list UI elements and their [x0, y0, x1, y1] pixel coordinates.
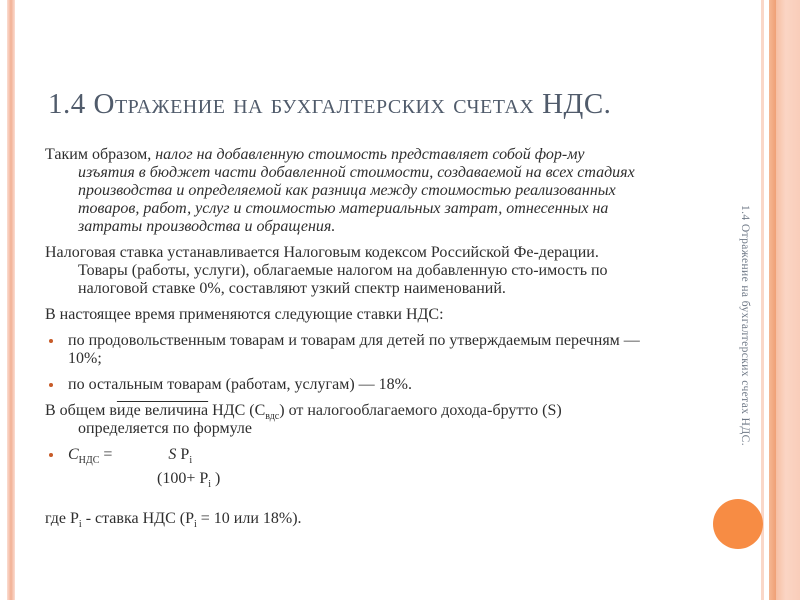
- text-segment: НДС (С: [208, 402, 266, 419]
- subscript-text: вдс: [265, 411, 280, 423]
- formula-denominator-line: [45, 470, 643, 491]
- paragraph-vat-definition: [45, 146, 643, 236]
- text-segment: В настоящее время применяются следующие ставки НДС:: [45, 306, 444, 323]
- text-segment: по остальным товарам (работам, услугам) — 18%.: [68, 376, 412, 393]
- right-accent-stripe-dark: [769, 0, 776, 600]
- subscript-text: НДС: [78, 455, 100, 467]
- slide-title: 1.4 Отражение на бухгалтерских счетах НДС.: [48, 88, 612, 120]
- text-segment: по продовольственным товарам и товарам для детей по утверждаемым перечням — 10%;: [68, 332, 640, 367]
- text-segment: налог на добавленную стоимость представляет собой фор-му изъятия в бюджет части добавленной стоимости, создаваемой на всех стадиях производства и определяемой как разница между стоимостью реализованных товаров, работ, услуг и стоимостью материальных затрат, отнесенных на затраты производства и обращения.: [78, 146, 635, 235]
- left-accent-stripe: [7, 0, 15, 600]
- paragraph-tax-rate: [45, 244, 643, 298]
- text-segment: где P: [45, 510, 79, 527]
- formula-numerator-line: [45, 446, 643, 467]
- paragraph-formula-intro: [45, 402, 643, 438]
- text-segment: ): [211, 470, 221, 487]
- right-accent-stripe-thin: [761, 0, 764, 600]
- bullet-marker-icon: [49, 383, 53, 387]
- text-segment: S: [168, 446, 177, 463]
- text-segment: ) от налогооблагаемого дохода-брутто (S) определяется по формуле: [78, 402, 562, 437]
- sidebar-vertical-title: 1.4 Отражение на бухгалтерских счетах НДС.: [739, 205, 751, 446]
- subscript-text: i: [208, 479, 212, 491]
- bullet-food-goods-10-percent: [45, 332, 643, 368]
- bullet-other-goods-18-percent: [45, 376, 643, 394]
- right-accent-stripe-wide: [776, 0, 800, 600]
- slide-body: [45, 146, 643, 536]
- text-segment: - ставка НДС (P: [81, 510, 194, 527]
- text-segment: (100+ P: [157, 470, 209, 487]
- text-segment: = 10 или 18%).: [196, 510, 302, 527]
- text-segment: С: [68, 446, 79, 463]
- bullet-marker-icon: [49, 453, 53, 457]
- subscript-text: i: [193, 519, 197, 531]
- paragraph-rate-note: [45, 510, 643, 531]
- text-segment: Таким образом,: [45, 146, 156, 163]
- text-segment: В общем в: [45, 402, 117, 419]
- subscript-text: i: [78, 519, 82, 531]
- accent-circle: [713, 499, 763, 549]
- subscript-text: i: [189, 455, 193, 467]
- text-segment: P: [176, 446, 190, 463]
- bullet-marker-icon: [49, 339, 53, 343]
- paragraph-current-rates-intro: [45, 306, 643, 324]
- text-segment: Налоговая ставка устанавливается Налоговым кодексом Российской Фе-дерации. Товары (работы, услуги), облагаемые налогом на добавленную сто-имость по налоговой ставке 0%, составляют узкий спектр наименований.: [45, 244, 608, 297]
- text-segment: =: [99, 446, 113, 463]
- text-segment: иде величина: [116, 402, 209, 419]
